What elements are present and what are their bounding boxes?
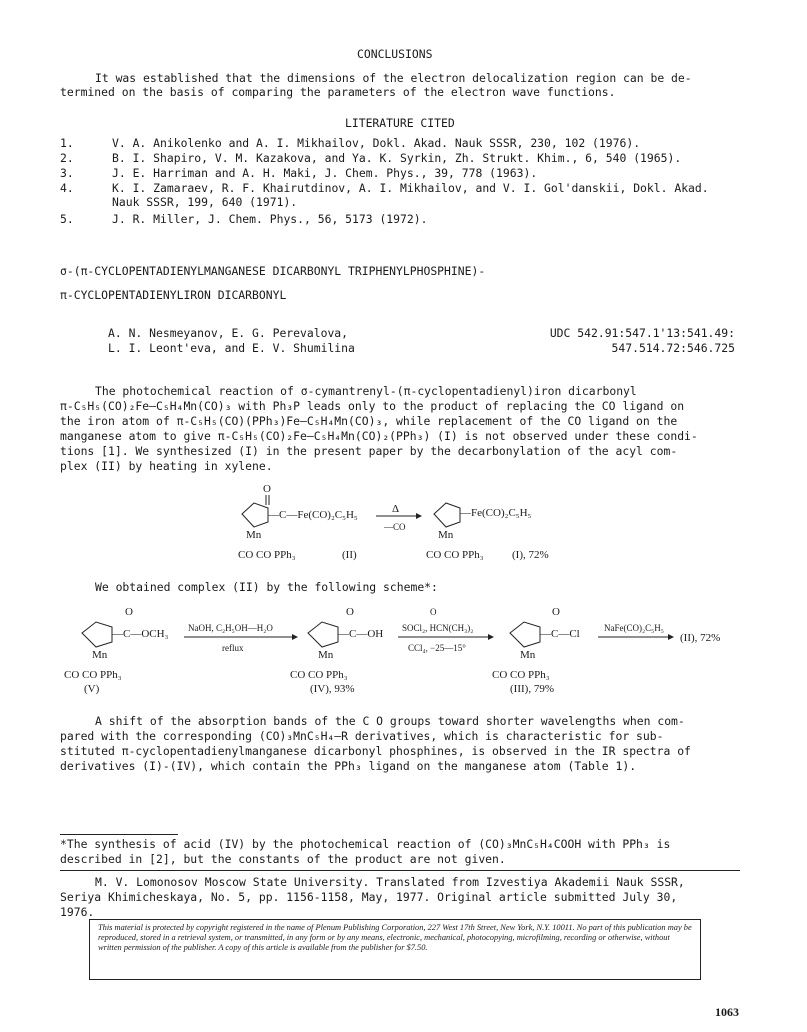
compound-V-structure xyxy=(64,606,169,695)
paragraph-1-line: π-C₅H₅(CO)₂Fe—C₅H₄Mn(CO)₃ with Ph₃P leads only to the product of replacing the CO ligand on xyxy=(60,399,685,413)
literature-heading: LITERATURE CITED xyxy=(345,116,455,130)
compound-III-structure xyxy=(492,606,580,695)
reference-item xyxy=(60,167,760,181)
reference-text: V. A. Anikolenko and A. I. Mikhailov, Dokl. Akad. Nauk SSSR, 230, 102 (1976). xyxy=(112,136,641,150)
carbonyl-oxygen: O xyxy=(552,606,560,618)
reaction-arrow xyxy=(376,503,422,532)
affiliation-line: 1976. xyxy=(60,905,95,919)
carbonyl-oxygen: O xyxy=(125,606,133,618)
footnote-line: *The synthesis of acid (IV) by the photochemical reaction of (CO)₃MnC₅H₄COOH with PPh₃ is xyxy=(60,837,671,851)
footnote-rule xyxy=(60,834,178,835)
manganese-atom: Mn xyxy=(520,649,536,661)
paragraph-1-line: plex (II) by heating in xylene. xyxy=(60,459,273,473)
reference-text: J. R. Miller, J. Chem. Phys., 56, 5173 (1972). xyxy=(112,212,428,226)
udc-line-2: 547.514.72:546.725 xyxy=(611,341,735,355)
arrow-condition-bottom: reflux xyxy=(222,643,244,653)
iron-group: —Fe(CO)₂C₅H₅ xyxy=(460,507,532,519)
carbonyl-oxygen: O xyxy=(346,606,354,618)
arrow-condition-bottom: CCl₄, −25—15° xyxy=(408,643,466,653)
acyl-chloride-group: —C—Cl xyxy=(540,628,580,640)
conclusions-heading: CONCLUSIONS xyxy=(357,47,433,61)
cyclopentadienyl-ring-icon xyxy=(510,622,540,647)
paragraph-1-line: manganese atom to give π-C₅H₅(CO)₂Fe—C₅H₄Mn(CO)₂(PPh₃) (I) is not observed under these condi- xyxy=(60,429,698,443)
copyright-notice: This material is protected by copyright registered in the name of Plenum Publishing Corporation, 227 West 17th Street, New York, N.Y. 10011. No part of this publication may be reproduced, stored in a retrieval system, or transmitted, in any form or by any means, electronic, mechanical, photocopying, microfilming, recording or otherwise, without written permission of the publisher. A copy of this article is available from the publisher for $7.50. xyxy=(89,919,701,980)
ester-group: —C—OCH₃ xyxy=(112,628,169,640)
footnote-line: described in [2], but the constants of the product are not given. xyxy=(60,852,506,866)
compound-label: (II) xyxy=(342,549,357,561)
conclusions-line-2: termined on the basis of comparing the parameters of the electron wave functions. xyxy=(60,85,616,99)
affiliation-line: Seriya Khimicheskaya, No. 5, pp. 1156-1158, May, 1977. Original article submitted July 30, xyxy=(60,890,678,904)
arrow-condition-top: Δ xyxy=(392,503,400,515)
reference-item xyxy=(60,213,760,227)
cyclopentadienyl-ring-icon xyxy=(434,503,460,527)
udc-line-1: UDC 542.91:547.1'13:541.49: xyxy=(549,326,735,340)
manganese-ligands: CO CO PPh₃ xyxy=(290,669,348,681)
manganese-atom: Mn xyxy=(438,529,454,541)
reference-number: 1. xyxy=(60,136,74,150)
manganese-ligands: CO CO PPh₃ xyxy=(64,669,122,681)
article-title-line-2: π-CYCLOPENTADIENYLIRON DICARBONYL xyxy=(60,288,287,302)
reference-item xyxy=(60,182,760,210)
arrow-condition-top: SOCl₂, HCN(CH₃)₂ xyxy=(402,623,474,633)
cyclopentadienyl-ring-icon xyxy=(82,622,112,647)
paragraph-2-line: pared with the corresponding (CO)₃MnC₅H₄—R derivatives, which is characteristic for sub- xyxy=(60,729,664,743)
arrow-head-icon xyxy=(292,634,298,640)
reference-number: 4. xyxy=(60,181,74,195)
reaction-arrow-1 xyxy=(184,623,298,653)
reference-number: 5. xyxy=(60,212,74,226)
scheme-intro: We obtained complex (II) by the following scheme*: xyxy=(95,580,438,594)
arrow-head-icon xyxy=(668,634,674,640)
authors-line-1: A. N. Nesmeyanov, E. G. Perevalova, xyxy=(108,326,349,340)
paragraph-2-line: A shift of the absorption bands of the C O groups toward shorter wavelengths when com- xyxy=(95,714,685,728)
authors-line-2: L. I. Leont'eva, and E. V. Shumilina xyxy=(108,341,355,355)
reference-number: 2. xyxy=(60,151,74,165)
arrow-head-icon xyxy=(488,634,494,640)
article-title-line-1: σ-(π-CYCLOPENTADIENYLMANGANESE DICARBONYL TRIPHENYLPHOSPHINE)- xyxy=(60,264,486,278)
paragraph-1-line: tions [1]. We synthesized (I) in the present paper by the decarbonylation of the acyl com- xyxy=(60,444,678,458)
scheme-1-decarbonylation xyxy=(220,478,580,570)
compound-label: (V) xyxy=(84,683,100,695)
manganese-ligands: CO CO PPh₃ xyxy=(426,549,484,561)
compound-label: (III), 79% xyxy=(510,683,554,695)
reference-list xyxy=(60,137,760,232)
compound-label: (I), 72% xyxy=(512,549,549,561)
manganese-ligands: CO CO PPh₃ xyxy=(492,669,550,681)
carbonyl-oxygen: O xyxy=(430,607,437,617)
compound-II-structure xyxy=(238,483,358,561)
paragraph-1-line: The photochemical reaction of σ-cymantrenyl-(π-cyclopentadienyl)iron dicarbonyl xyxy=(95,384,637,398)
reference-item xyxy=(60,152,760,166)
reference-number: 3. xyxy=(60,166,74,180)
reference-item xyxy=(60,137,760,151)
reference-text: K. I. Zamaraev, R. F. Khairutdinov, A. I. Mikhailov, and V. I. Gol'danskii, Dokl. Akad. xyxy=(112,181,709,195)
cyclopentadienyl-ring-icon xyxy=(242,503,268,527)
manganese-ligands: CO CO PPh₃ xyxy=(238,549,296,561)
reference-text: B. I. Shapiro, V. M. Kazakova, and Ya. K. Syrkin, Zh. Strukt. Khim., 6, 540 (1965). xyxy=(112,151,682,165)
reaction-arrow-2 xyxy=(398,607,494,653)
affiliation-rule xyxy=(60,870,740,871)
product-label: (II), 72% xyxy=(680,632,721,644)
page-number: 1063 xyxy=(715,1005,739,1019)
carboxyl-group: —C—OH xyxy=(338,628,384,640)
compound-IV-structure xyxy=(290,606,383,695)
cyclopentadienyl-ring-icon xyxy=(308,622,338,647)
manganese-atom: Mn xyxy=(246,529,262,541)
acyl-iron-group: —C—Fe(CO)₂C₅H₅ xyxy=(268,509,358,521)
arrow-head-icon xyxy=(416,513,422,519)
reaction-arrow-3 xyxy=(598,623,720,644)
reference-text: J. E. Harriman and A. H. Maki, J. Chem. Phys., 39, 778 (1963). xyxy=(112,166,538,180)
paragraph-2-line: derivatives (I)-(IV), which contain the PPh₃ ligand on the manganese atom (Table 1). xyxy=(60,759,637,773)
carbonyl-oxygen: O xyxy=(263,483,271,495)
affiliation-line: M. V. Lomonosov Moscow State University. Translated from Izvestiya Akademii Nauk SSSR, xyxy=(95,875,685,889)
reference-text-continued: Nauk SSSR, 199, 640 (1971). xyxy=(112,195,298,209)
conclusions-line-1: It was established that the dimensions of the electron delocalization region can be de- xyxy=(95,71,692,85)
paragraph-2-line: stituted π-cyclopentadienylmanganese dicarbonyl phosphines, is observed in the IR spectra of xyxy=(60,744,691,758)
compound-I-structure xyxy=(426,503,549,561)
manganese-atom: Mn xyxy=(318,649,334,661)
arrow-condition-bottom: —CO xyxy=(384,522,406,532)
paragraph-1-line: the iron atom of π-C₅H₅(CO)(PPh₃)Fe—C₅H₄Mn(CO)₃, while replacement of the CO ligand on the xyxy=(60,414,678,428)
manganese-atom: Mn xyxy=(92,649,108,661)
scheme-2-synthesis xyxy=(64,600,754,700)
arrow-condition-top: NaOH, C₂H₅OH—H₂O xyxy=(188,623,273,633)
compound-label: (IV), 93% xyxy=(310,683,355,695)
arrow-condition-top: NaFe(CO)₂C₅H₅ xyxy=(604,623,664,633)
